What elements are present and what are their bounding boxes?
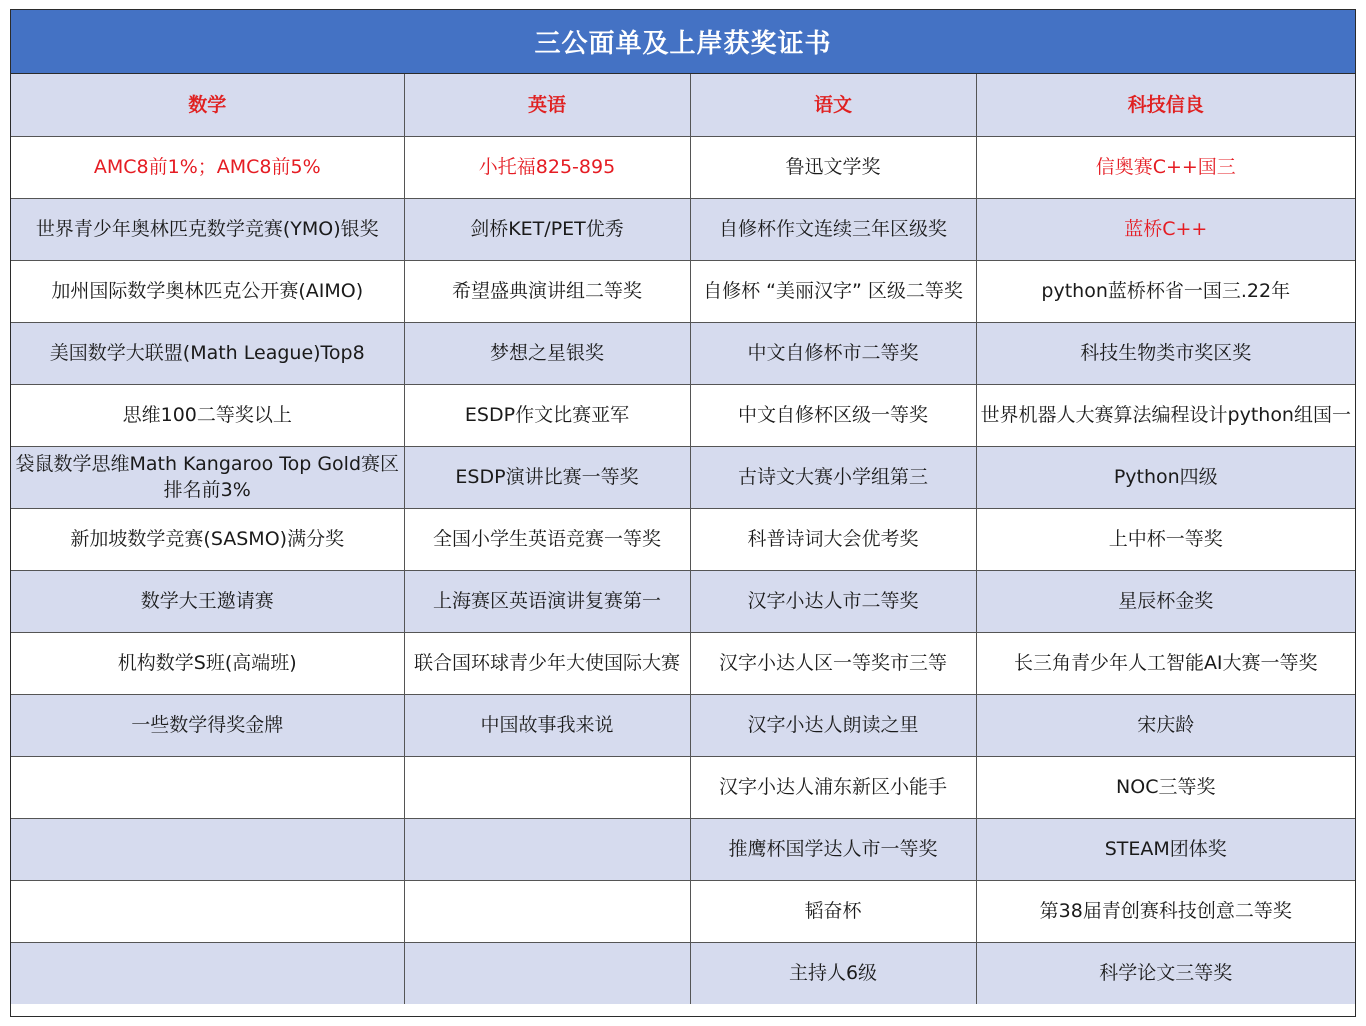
sheet-title: 三公面单及上岸获奖证书: [11, 10, 1355, 74]
cell-chinese: 推鹰杯国学达人市一等奖: [690, 818, 976, 880]
cell-english: 剑桥KET/PET优秀: [404, 198, 690, 260]
cell-english: 全国小学生英语竞赛一等奖: [404, 508, 690, 570]
cell-english: ESDP作文比赛亚军: [404, 384, 690, 446]
cell-math: 美国数学大联盟(Math League)Top8: [11, 322, 404, 384]
column-header-english: 英语: [404, 74, 690, 136]
table-row: [11, 632, 1355, 694]
table-row: [11, 942, 1355, 1004]
cell-tech: 宋庆龄: [976, 694, 1355, 756]
cell-english: 梦想之星银奖: [404, 322, 690, 384]
cell-chinese: 汉字小达人市二等奖: [690, 570, 976, 632]
cell-english: 小托福825-895: [404, 136, 690, 198]
cell-tech: python蓝桥杯省一国三.22年: [976, 260, 1355, 322]
column-header-tech: 科技信良: [976, 74, 1355, 136]
cell-english: 中国故事我来说: [404, 694, 690, 756]
cell-english: 希望盛典演讲组二等奖: [404, 260, 690, 322]
cell-math: 新加坡数学竞赛(SASMO)满分奖: [11, 508, 404, 570]
table-row: [11, 446, 1355, 508]
award-table-body: [11, 136, 1355, 1004]
cell-tech: Python四级: [976, 446, 1355, 508]
cell-chinese: 古诗文大赛小学组第三: [690, 446, 976, 508]
cell-tech: 科技生物类市奖区奖: [976, 322, 1355, 384]
table-row: [11, 570, 1355, 632]
cell-tech: 长三角青少年人工智能AI大赛一等奖: [976, 632, 1355, 694]
cell-chinese: 汉字小达人浦东新区小能手: [690, 756, 976, 818]
cell-math: [11, 756, 404, 818]
cell-chinese: 韬奋杯: [690, 880, 976, 942]
table-row: [11, 322, 1355, 384]
column-header-chinese: 语文: [690, 74, 976, 136]
table-row: [11, 260, 1355, 322]
cell-math: 机构数学S班(高端班): [11, 632, 404, 694]
cell-chinese: 中文自修杯区级一等奖: [690, 384, 976, 446]
header-row: [11, 74, 1355, 136]
table-row: [11, 136, 1355, 198]
cell-tech: 世界机器人大赛算法编程设计python组国一: [976, 384, 1355, 446]
table-row: [11, 198, 1355, 260]
cell-tech: 上中杯一等奖: [976, 508, 1355, 570]
cell-tech: 科学论文三等奖: [976, 942, 1355, 1004]
cell-math: 一些数学得奖金牌: [11, 694, 404, 756]
cell-chinese: 鲁迅文学奖: [690, 136, 976, 198]
cell-english: ESDP演讲比赛一等奖: [404, 446, 690, 508]
award-table: [11, 74, 1355, 1004]
cell-chinese: 汉字小达人区一等奖市三等: [690, 632, 976, 694]
cell-math: [11, 818, 404, 880]
cell-math: 数学大王邀请赛: [11, 570, 404, 632]
cell-chinese: 科普诗词大会优考奖: [690, 508, 976, 570]
cell-chinese: 中文自修杯市二等奖: [690, 322, 976, 384]
cell-tech: NOC三等奖: [976, 756, 1355, 818]
cell-english: 联合国环球青少年大使国际大赛: [404, 632, 690, 694]
cell-math: AMC8前1%；AMC8前5%: [11, 136, 404, 198]
table-row: [11, 508, 1355, 570]
award-sheet: [10, 9, 1356, 1017]
table-row: [11, 756, 1355, 818]
table-row: [11, 384, 1355, 446]
column-header-math: 数学: [11, 74, 404, 136]
cell-math: 加州国际数学奥林匹克公开赛(AIMO): [11, 260, 404, 322]
table-row: [11, 694, 1355, 756]
cell-english: 上海赛区英语演讲复赛第一: [404, 570, 690, 632]
cell-english: [404, 880, 690, 942]
cell-math: 袋鼠数学思维Math Kangaroo Top Gold赛区排名前3%: [11, 446, 404, 508]
cell-english: [404, 942, 690, 1004]
cell-chinese: 主持人6级: [690, 942, 976, 1004]
cell-chinese: 自修杯作文连续三年区级奖: [690, 198, 976, 260]
cell-tech: STEAM团体奖: [976, 818, 1355, 880]
cell-english: [404, 756, 690, 818]
cell-english: [404, 818, 690, 880]
cell-tech: 信奥赛C++国三: [976, 136, 1355, 198]
cell-math: [11, 880, 404, 942]
cell-math: 思维100二等奖以上: [11, 384, 404, 446]
cell-tech: 第38届青创赛科技创意二等奖: [976, 880, 1355, 942]
cell-tech: 蓝桥C++: [976, 198, 1355, 260]
cell-math: [11, 942, 404, 1004]
cell-math: 世界青少年奥林匹克数学竞赛(YMO)银奖: [11, 198, 404, 260]
cell-chinese: 汉字小达人朗读之里: [690, 694, 976, 756]
table-row: [11, 818, 1355, 880]
table-row: [11, 880, 1355, 942]
cell-chinese: 自修杯 “美丽汉字” 区级二等奖: [690, 260, 976, 322]
cell-tech: 星辰杯金奖: [976, 570, 1355, 632]
